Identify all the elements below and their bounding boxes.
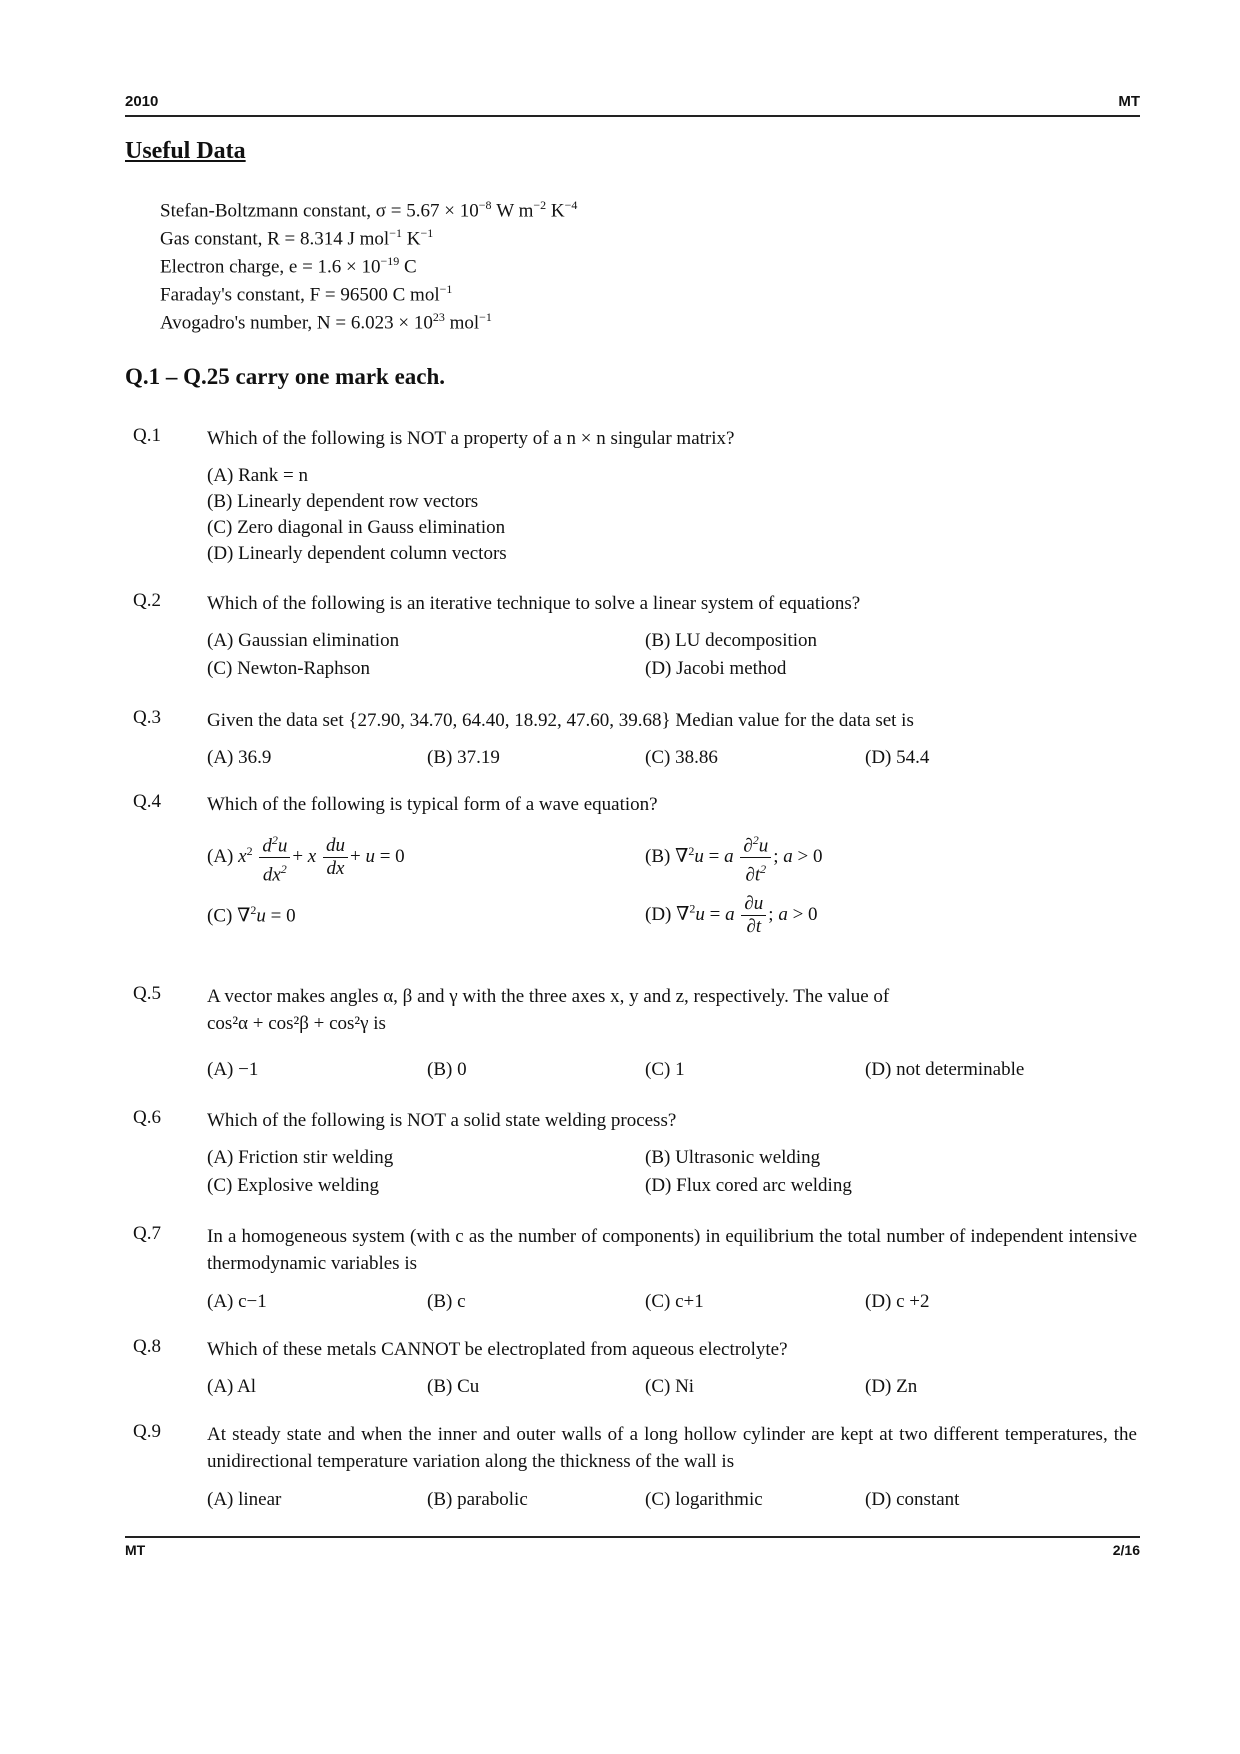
option-c: (C) ∇$^2$u = 0 xyxy=(207,903,296,927)
header-year: 2010 xyxy=(125,93,159,110)
option-c: (C) Zero diagonal in Gauss elimination xyxy=(207,517,506,538)
page-number: 2/16 xyxy=(1112,1542,1140,1558)
option-a: (A) −1 xyxy=(207,1059,259,1080)
question-text: Which of these metals CANNOT be electroplated from aqueous electrolyte? xyxy=(207,1339,788,1360)
constant-gas: Gas constant, R = 8.314 J mol$^{-1}$ $K^{-1}$ xyxy=(160,226,434,250)
question-number: Q.9 xyxy=(133,1421,161,1442)
footer-subject: MT xyxy=(125,1542,146,1558)
question-number: Q.8 xyxy=(133,1336,161,1357)
option-b: (B) Linearly dependent row vectors xyxy=(207,491,479,512)
option-c: (C) Newton-Raphson xyxy=(207,658,371,679)
option-a: (A) c−1 xyxy=(207,1291,267,1312)
option-b: (B) ∇$^2$u = a $\frac{\partial^2u}{\partial t^2}$ ; a > 0 xyxy=(645,829,822,887)
option-d: (D) c +2 xyxy=(865,1291,930,1312)
question-number: Q.2 xyxy=(133,590,161,611)
question-text: A vector makes angles α, β and γ with the three axes x, y and z, respectively. The value of xyxy=(207,986,890,1007)
option-b: (B) c xyxy=(427,1291,466,1312)
option-b: (B) 0 xyxy=(427,1059,467,1080)
option-a: (A) linear xyxy=(207,1489,282,1510)
question-number: Q.1 xyxy=(133,425,161,446)
question-number: Q.3 xyxy=(133,707,161,728)
option-b: (B) Ultrasonic welding xyxy=(645,1147,821,1168)
constant-stefan-boltzmann: Stefan-Boltzmann constant, $\sigma = 5.67 \times 10^{-8}$ W $m^{-2}$ $K^{-4}$ xyxy=(160,198,578,222)
question-text: At steady state and when the inner and outer walls of a long hollow cylinder are kept at two different temperatures, the unidirectional temperature variation along the thickness of the wall is xyxy=(207,1424,1137,1472)
option-a: (A) Rank = n xyxy=(207,465,308,486)
option-d: (D) 54.4 xyxy=(865,747,930,768)
page-footer xyxy=(125,1536,1140,1562)
question-text: Which of the following is typical form of a wave equation? xyxy=(207,794,658,815)
page-header xyxy=(125,93,1140,117)
section-title: Q.1 – Q.25 carry one mark each. xyxy=(125,364,446,389)
option-c: (C) Ni xyxy=(645,1376,695,1397)
option-d: (D) Linearly dependent column vectors xyxy=(207,543,507,564)
constant-faraday: Faraday's constant, F = 96500 C mol$^{-1}$ xyxy=(160,282,453,306)
option-c: (C) Explosive welding xyxy=(207,1175,380,1196)
option-a: (A) Gaussian elimination xyxy=(207,630,400,651)
option-d: (D) Zn xyxy=(865,1376,918,1397)
useful-data-title: Useful Data xyxy=(125,138,246,164)
option-a: (A) $x^2$ $\frac{d^2u}{dx^2}$ + x $\frac{du}{dx}$ + u = 0 xyxy=(207,829,405,887)
question-text: Which of the following is an iterative technique to solve a linear system of equations? xyxy=(207,593,861,614)
option-d: (D) ∇$^2$u = a $\frac{\partial u}{\partial t}$ ; a > 0 xyxy=(645,893,818,937)
question-number: Q.7 xyxy=(133,1223,161,1244)
question-text: Which of the following is NOT a property of a n × n singular matrix? xyxy=(207,428,735,449)
question-text: Given the data set {27.90, 34.70, 64.40, 18.92, 47.60, 39.68} Median value for the data set is xyxy=(207,710,914,731)
question-number: Q.5 xyxy=(133,983,161,1004)
question-text: In a homogeneous system (with c as the number of components) in equilibrium the total number of independent intensive thermodynamic variables is xyxy=(207,1226,1137,1274)
option-d: (D) constant xyxy=(865,1489,960,1510)
option-c: (C) 38.86 xyxy=(645,747,718,768)
option-c: (C) 1 xyxy=(645,1059,685,1080)
option-a: (A) Friction stir welding xyxy=(207,1147,394,1168)
constant-electron-charge: Electron charge, $e = 1.6 \times 10^{-19}$ C xyxy=(160,254,417,278)
option-b: (B) Cu xyxy=(427,1376,480,1397)
header-subject: MT xyxy=(1118,93,1140,110)
option-a: (A) Al xyxy=(207,1376,257,1397)
option-b: (B) LU decomposition xyxy=(645,630,818,651)
question-number: Q.4 xyxy=(133,791,161,812)
option-d: (D) Jacobi method xyxy=(645,658,787,679)
option-b: (B) parabolic xyxy=(427,1489,528,1510)
constant-avogadro: Avogadro's number, $N = 6.023 \times 10^{23}$ mol$^{-1}$ xyxy=(160,310,492,334)
option-b: (B) 37.19 xyxy=(427,747,500,768)
option-d: (D) Flux cored arc welding xyxy=(645,1175,852,1196)
question-text-line-2: cos²α + cos²β + cos²γ is xyxy=(207,1013,386,1034)
option-a: (A) 36.9 xyxy=(207,747,272,768)
option-c: (C) c+1 xyxy=(645,1291,704,1312)
option-c: (C) logarithmic xyxy=(645,1489,763,1510)
question-number: Q.6 xyxy=(133,1107,161,1128)
option-d: (D) not determinable xyxy=(865,1059,1025,1080)
question-text: Which of the following is NOT a solid state welding process? xyxy=(207,1110,677,1131)
